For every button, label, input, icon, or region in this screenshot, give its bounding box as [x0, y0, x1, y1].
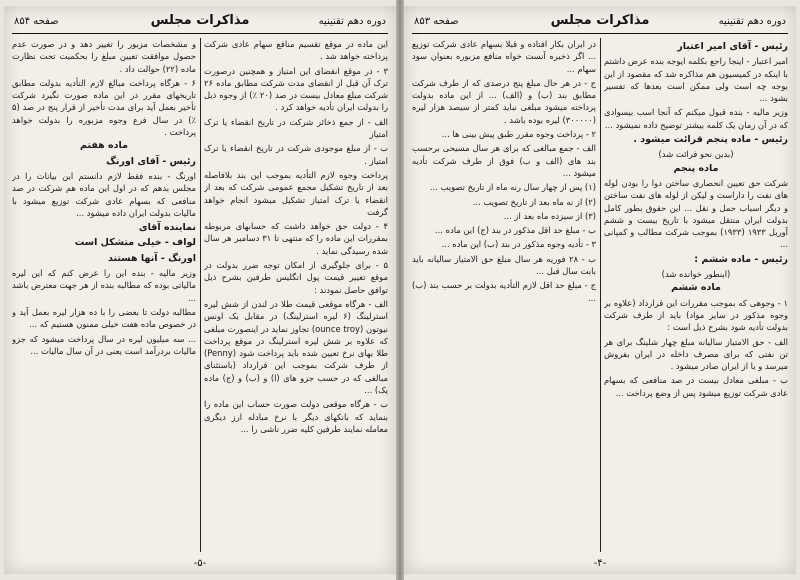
speaker-line: نماینده آقای — [138, 222, 196, 234]
paragraph: الف - جمع مبالغی که برای هر سال مسیحی برحسب بند های (الف و ب) فوق از طرف شرکت تأدیه میشود ... — [412, 143, 596, 178]
section-heading: ماده ششم — [671, 282, 721, 294]
paragraph: ج - مبلغ حد اقل لازم التأدیه بدولت بر حسب بند (ب) ... — [412, 280, 596, 303]
section-heading: ماده هفتم — [80, 140, 128, 152]
paragraph: (۲) از نه ماه بعد از تاریخ تصویب ... — [472, 196, 596, 207]
left-page-number: صفحه ۸۵۴ — [14, 16, 59, 27]
left-page-volume: دوره دهم تقنینیه — [318, 16, 386, 27]
paragraph: وزیر مالیه - بنده قبول میکنم که آنجا اسب بیسوادی که در آن زمان یک کلمه بیشتر توضیح داده نمیشود ... — [604, 107, 788, 130]
paragraph: ... سه میلیون لیره در سال پرداخت میشود که جزو مالیات بردرآمد است یعنی در آن سال مالیات ... — [12, 333, 196, 356]
right-page-title: مذاکرات مجلس — [550, 13, 650, 28]
paragraph: (۳) از سیزده ماه بعد از ... — [503, 210, 596, 221]
paragraph: ب - مبلغ حد اقل مذکور در بند (ج) این ماده ... — [434, 225, 596, 236]
paragraph: ب - مبلغی معادل بیست در صد منافعی که بسهام عادی شرکت توزیع میشود پس از وضع پرداخت ... — [604, 375, 788, 398]
paragraph: ب - از مبلغ موجودی شرکت در تاریخ انقضاء یا ترک امتیاز . — [204, 143, 388, 166]
right-page — [404, 6, 796, 574]
speaker-line: رئیس - آقای اورنگ — [106, 155, 196, 167]
paragraph: ۶ - هرگاه پرداخت مبالغ لازم التأدیه بدولت مطابق تاریخهای مقرر در این ماده صورت نگیرد شرکت تأخیر بعمل آید برای مدت تأخیر از قرار پنج در صد (۵ ٪) در سال فرع وجوه مزبوره را بدولت خواهد پرداخت . — [12, 77, 196, 138]
paragraph: امیر اعتبار - اینجا راجع بکلمه ایوجه بنده عرض داشتم با اینکه در کمیسیون هم مذاکره شد که مقصود از این بوجه چه است ولی ممکن است بعدها که تفسیر بشود ... — [604, 56, 788, 104]
paragraph: مطالبه دولت تا بعضی را با ده هزار لیره بعمل آید و در خصوص ماده هفت خیلی ممنون هستیم که ... — [12, 306, 196, 330]
reading-note: (بدین نحو قرائت شد) — [658, 149, 734, 160]
paragraph: الف - هرگاه موقعی قیمت طلا در لندن از شش لیره استرلینگ (۶ لیره استرلینگ) در مقابل یک اونس نیوتون (ounce troy) تجاوز نماید در اینصورت مبلغی که علاوه بر شش لیره استرلینگ در موقع پرداخت طلا بهای نرخ تعیین شده باید پرداخت شود (Penny) از طرف شرکت بموجب این قرارداد (باستثنای مبالغی که در حسب جزو های (ا) و (ب) و (ج) ماده یک) ... — [204, 298, 388, 396]
reading-note: (اینطور خوانده شد) — [661, 269, 731, 280]
speaker-line: اورنگ - آنها هستند — [108, 252, 196, 264]
paragraph: ب - هرگاه موقعی دولت صورت حساب این ماده را بنماید که بانکهای دیگر با نرخ مبادله ارز دیگری معامله نمایند طرفین کلیه ضرر ناشی را ... — [204, 399, 388, 434]
paragraph: وزیر مالیه - بنده این را عرض کنم که این لیره مالیاتی بوده که مطالبه بنده از هر جهت معترض باشد ... — [12, 268, 196, 303]
left-page — [4, 6, 396, 574]
speaker-line: رئیس - ماده ششم : — [694, 253, 788, 265]
paragraph: و مشخصات مزبور را تغییر دهد و در صورت عدم حصول موافقت تعیین مبلغ را بحکمیت تحت نظارت ماده (۲۲) حوالت داد . — [12, 39, 196, 74]
left-header-rule — [12, 33, 388, 34]
right-page-number: صفحه ۸۵۳ — [414, 16, 459, 27]
left-page-header — [14, 12, 386, 32]
right-header-rule — [412, 33, 788, 34]
book-gutter — [396, 0, 404, 580]
speaker-line: رئیس - آقای امیر اعتبار — [677, 41, 788, 52]
left-page-col-left — [12, 38, 196, 552]
left-page-columns — [12, 38, 388, 552]
paragraph: الف - از جمع ذخائر شرکت در تاریخ انقضاء یا ترک امتیاز — [204, 116, 388, 140]
paragraph: ۴ - دولت حق خواهد داشت که حسابهای مربوطه بمقررات این ماده را که منتهی تا ۳۱ دسامبر هر سال شده رسیدگی نماید . — [204, 221, 388, 256]
left-column-divider — [200, 38, 201, 552]
speaker-line: لواف - خیلی متشکل است — [74, 237, 196, 249]
left-page-col-right — [204, 38, 388, 552]
right-column-divider — [600, 38, 601, 552]
paragraph: ب - ۲۸ فوریه هر سال مبلغ حق الامتیاز سالیانه باید بابت سال قبل ... — [412, 253, 596, 277]
right-page-footer: -۴- — [593, 558, 607, 569]
paragraph: ۲ - پرداخت وجوه مقرر طبق پیش بینی ها ... — [441, 129, 596, 140]
speaker-line: رئیس - ماده پنجم قرائت میشود . — [633, 134, 788, 146]
paragraph: در ایران بکار افتاده و قبلا بسهام عادی شرکت توزیع ... اگر ذخیره آنست خواه منافع مزبوره بعنوان سود سهام ... — [412, 39, 596, 74]
paragraph: ۵ - برای جلوگیری از امکان توجه ضرر بدولت در موقع تغییر قیمت پول انگلیس طرفین بشرح ذیل توافق حاصل نمودند : — [204, 260, 388, 295]
paragraph: اورنگ - بنده فقط لازم دانستم این بیانات را در مجلس بدهم که در اول این ماده هم شرکت در صد منافعی که بسهام عادی شرکت توزیع میشود با مالیات بدولت ایران داده میشود ... — [12, 170, 196, 218]
right-page-header — [414, 12, 786, 32]
paragraph: ج - در هر حال مبلغ پنج درصدی که از طرف شرکت مطابق بند (ب) و (الف) ... از این ماده بدولت پرداخته میشود مبلغی نباید کمتر از سیصد هزار لیره (۳۰۰۰۰۰) لیره بوده باشد . — [412, 77, 596, 125]
paragraph: ۳ - تأدیه وجوه مذکور در بند (ب) این ماده ... — [441, 239, 596, 250]
paragraph: (۱) پس از چهار سال رنه ماه از تاریخ تصویب ... — [429, 182, 596, 193]
paragraph: این ماده در موقع تقسیم منافع سهام عادی شرکت پرداخته خواهد شد . — [204, 39, 388, 62]
paragraph: الف - حق الامتیاز سالیانه مبلغ چهار شلینگ برای هر تن نفتی که برای مصرف داخله در ایران بفروش میرسد و یا از ایران صادر میشود . — [604, 336, 788, 372]
right-page-columns — [412, 38, 788, 552]
paragraph: ۳ - در موقع انقضای این امتیاز و همچنین درصورت ترک آن قبل از انقضای مدت شرکت مطابق ماده ۲۶ شرکت مبلغ معادل بیست در صد (۲۰ ٪) از وجوه ذیل را بدولت ایران تأدیه خواهد کرد . — [204, 65, 388, 113]
paragraph: شرکت حق تعیین انحصاری ساختن دوا را بودن لوله های نفت را داراست و لیکن از لوله های نفت ساختن و دیگر اسباب حمل و نقل ... این حقوق بطور کامل بدولت ایران منتقل میشود با تاریخ بیست و ششم آوریل ۱۹۳۳ (۱۹۳۳) بموجب شرکت مطالب و کمپانی ... — [604, 177, 788, 250]
paragraph: ۱ - وجوهی که بموجب مقررات این قرارداد (علاوه بر وجوه مذکور در سایر مواد) باید از طرف شرکت بدولت تأدیه شود بشرح ذیل است : — [604, 297, 788, 333]
paragraph: پرداخت وجوه لازم التأدیه بموجب این بند بلافاصله بعد از تاریخ تشکیل مجمع عمومی شرکت که بعد از انقضاء یا ترک امتیاز تشکیل میشود انجام خواهد گرفت — [204, 169, 388, 217]
left-page-title: مذاکرات مجلس — [150, 13, 250, 28]
right-page-col-left — [412, 38, 596, 552]
left-page-footer: -۵- — [193, 558, 207, 569]
right-page-volume: دوره دهم تقنینیه — [718, 16, 786, 27]
section-heading: ماده پنجم — [673, 162, 719, 174]
right-page-col-right — [604, 38, 788, 552]
